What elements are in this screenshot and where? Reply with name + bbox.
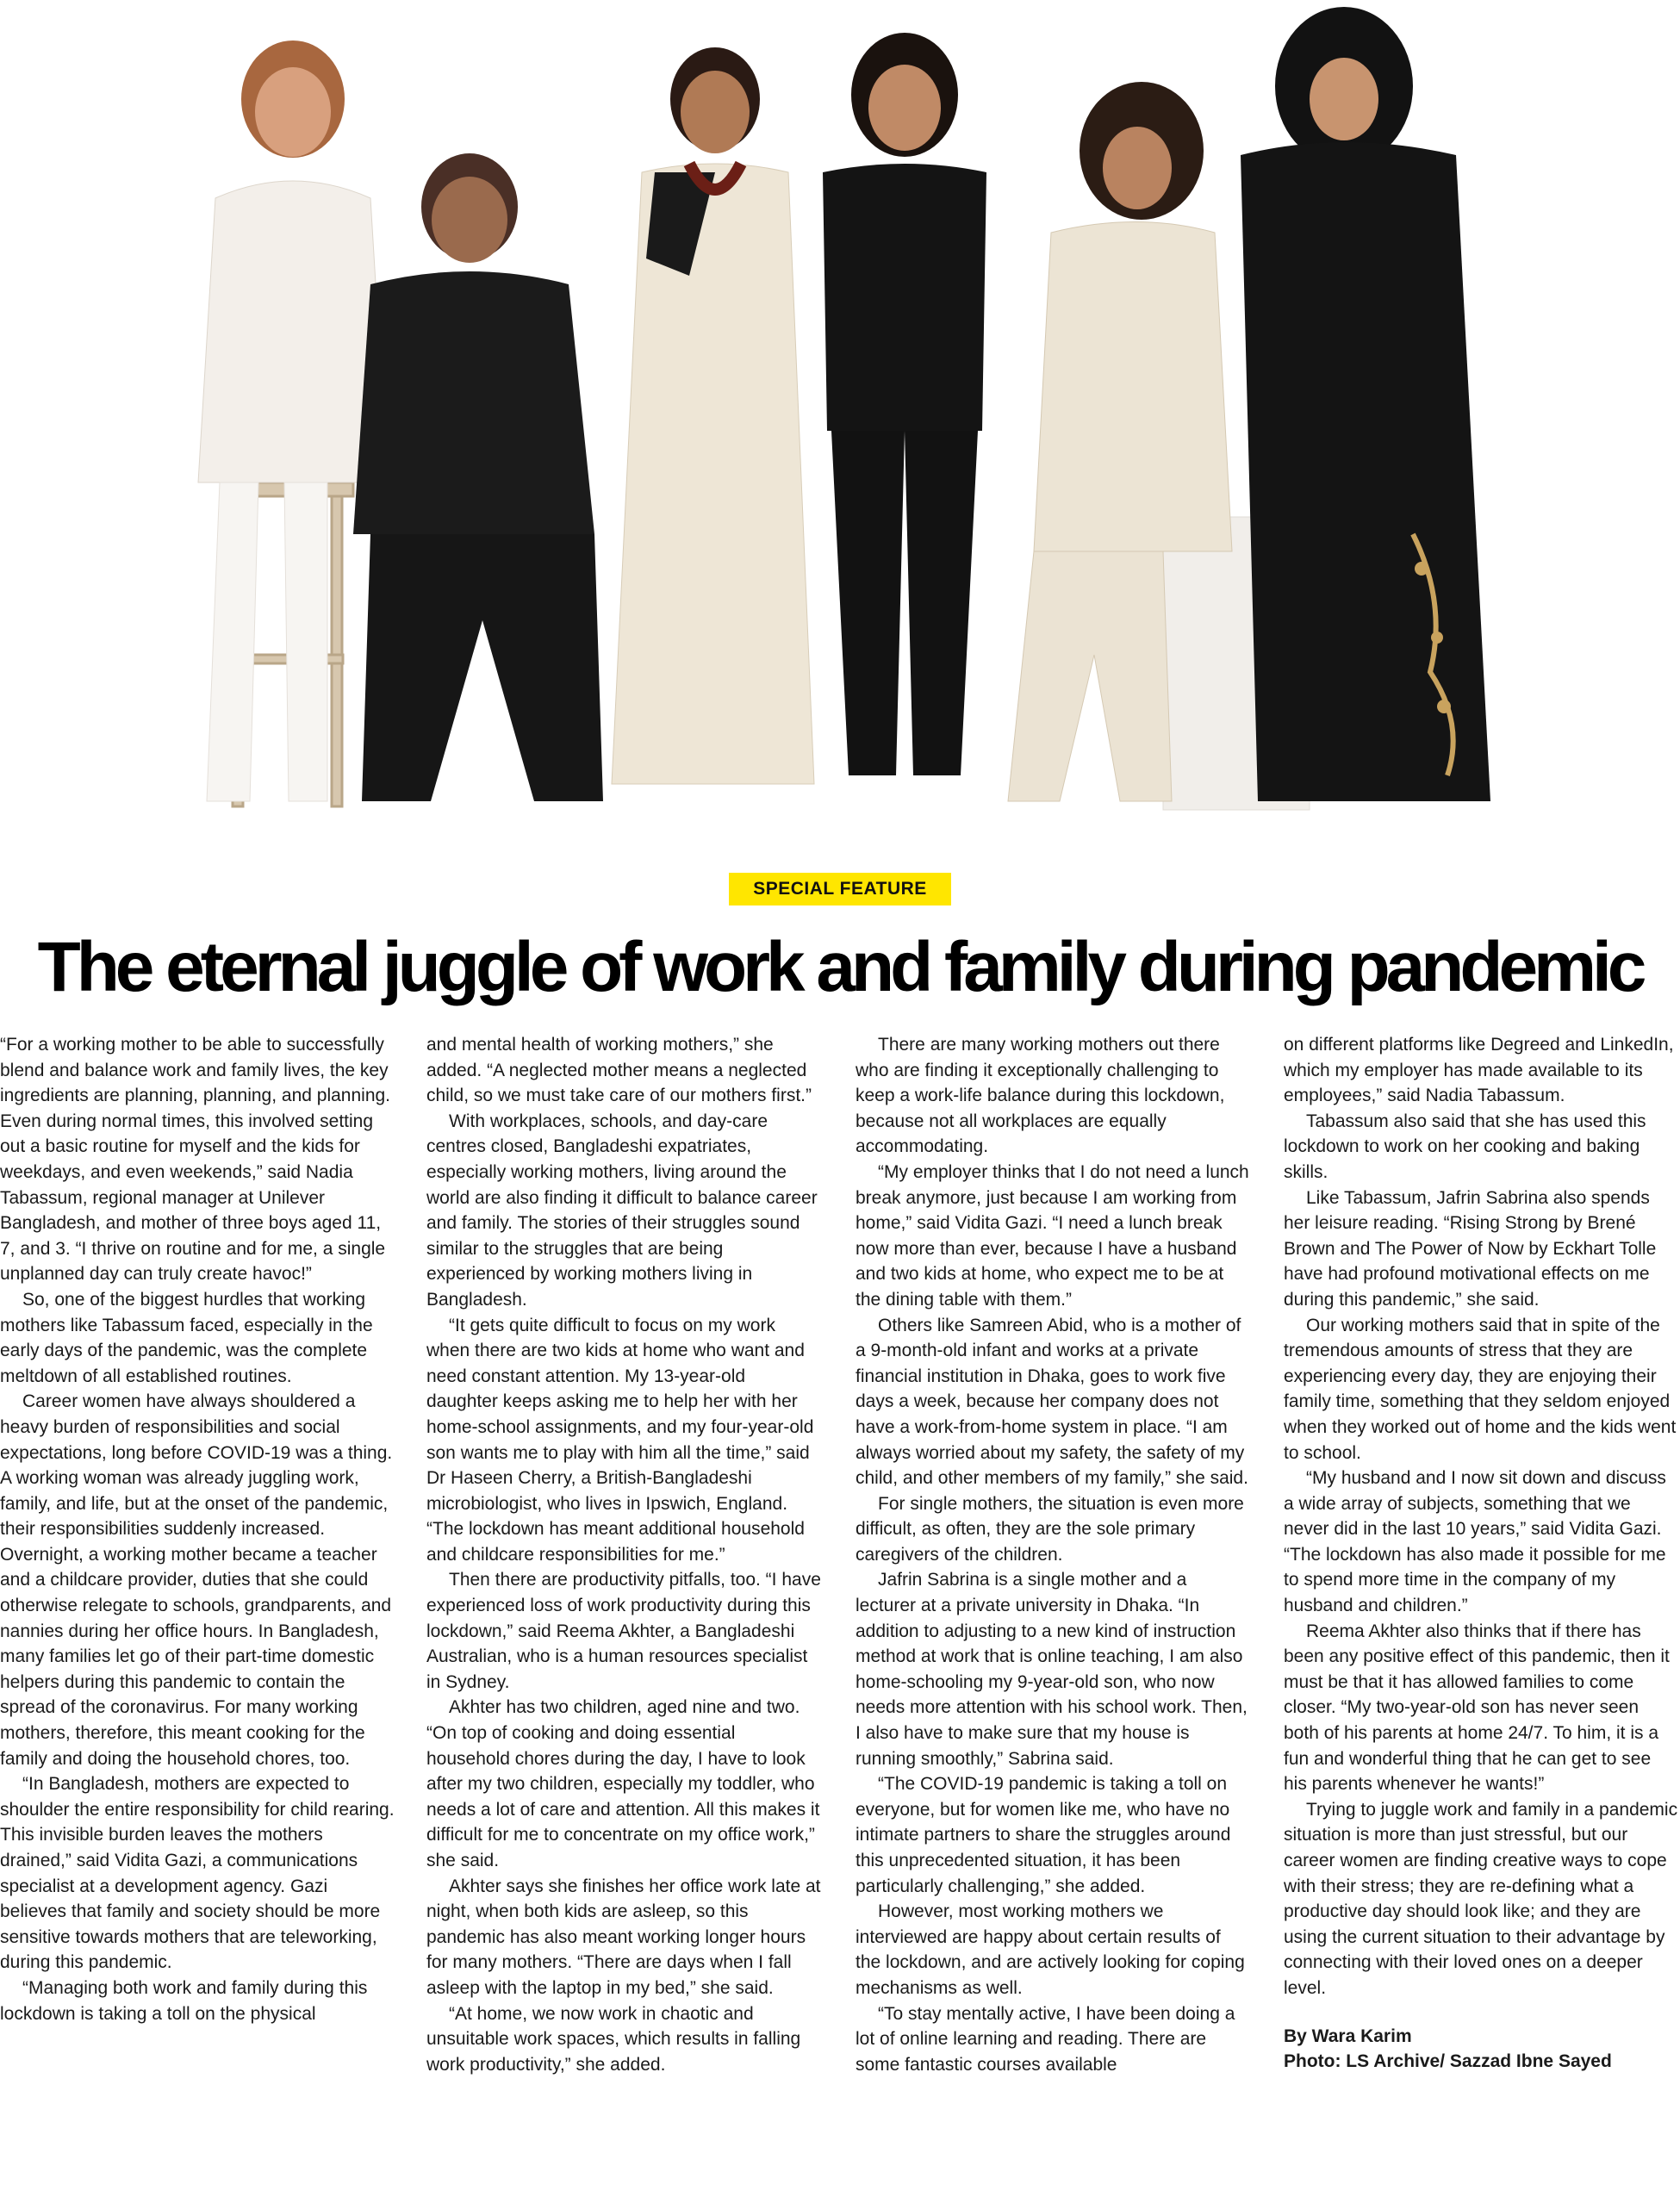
paragraph: “For a working mother to be able to successfully blend and balance work and family lives, the key ingredients are planning, planning, and planning. Even during normal times, this involved setting out a basic routine for myself and the kids for weekdays, and even weekends,” said Nadia Tabassum, regional manager at Unilever Bangladesh, and mother of three boys aged 11, 7, and 3. “I thrive on routine and for me, a single unplanned day can truly create havoc!”: [0, 1035, 391, 1285]
paragraph: Like Tabassum, Jafrin Sabrina also spends her leisure reading. “Rising Strong by Brené Brown and The Power of Now by Eckhart Tolle have had profound motivational effects on me during this pandemic,” she said.: [1284, 1187, 1657, 1310]
paragraph: Then there are productivity pitfalls, too. “I have experienced loss of work productivity during this lockdown,” said Reema Akhter, a Bangladeshi Australian, who is a human resources specialist in Sydney.: [426, 1570, 821, 1692]
paragraph: Akhter says she finishes her office work late at night, when both kids are asleep, so this pandemic has also meant working longer hours for many mothers. “There are days when I fall asleep with the laptop in my bed,” she said.: [426, 1876, 821, 1998]
section-kicker: SPECIAL FEATURE: [729, 873, 951, 905]
photo-credit: Photo: LS Archive/ Sazzad Ibne Sayed: [1284, 2051, 1612, 2071]
paragraph: Others like Samreen Abid, who is a mother of a 9-month-old infant and works at a private financial institution in Dhaka, goes to work five days a week, because her company does not have a work-from-home system in place. “I am always worried about my safety, the safety of my child, and other members of my family,” she said.: [856, 1315, 1248, 1489]
paragraph: For single mothers, the situation is even more difficult, as often, they are the sole primary caregivers of the children.: [856, 1493, 1244, 1565]
group-photo: [0, 0, 1680, 853]
paragraph: “My employer thinks that I do not need a lunch break anymore, just because I am working from home,” said Vidita Gazi. “I need a lunch break now more than ever, because I have a husband and two kids at home, who expect me to be at the dining table with them.”: [856, 1161, 1249, 1310]
article-column-1: [0, 1032, 395, 2026]
group-photo-illustration: [0, 0, 1680, 853]
paragraph: “It gets quite difficult to focus on my work when there are two kids at home who want and need constant attention. My 13-year-old daughter keeps asking me to help her with her home-school assignments, and my four-year-old son wants me to play with him all the time,” said Dr Haseen Cherry, a British-Bangladeshi microbiologist, who lives in Ipswich, England. “The lockdown has meant additional household and childcare responsibilities for me.”: [426, 1315, 814, 1565]
paragraph: Trying to juggle work and family in a pandemic situation is more than just stressful, but our career women are finding creative ways to cope with their stress; they are re-defining what a productive day should look like; and they are using the current situation to their advantage by connecting with their loved ones on a deeper level.: [1284, 1799, 1678, 1998]
paragraph: Career women have always shouldered a heavy burden of responsibilities and social expectations, long before COVID-19 was a thing. A working woman was already juggling work, family, and life, but at the onset of the pandemic, their responsibilities suddenly increased. Overnight, a working mother became a teacher and a childcare provider, duties that she could otherwise relegate to schools, grandparents, and nannies during her office hours. In Bangladesh, many families let go of their part-time domestic helpers during this pandemic to contain the spread of the coronavirus. For many working mothers, therefore, this meant cooking for the family and doing the household chores, too.: [0, 1391, 393, 1769]
paragraph: Reema Akhter also thinks that if there has been any positive effect of this pandemic, then it must be that it has allowed families to come closer. “My two-year-old son has never seen both of his parents at home 24/7. To him, it is a fun and wonderful thing that he can get to see his parents whenever he wants!”: [1284, 1621, 1670, 1795]
paragraph: There are many working mothers out there who are finding it exceptionally challenging to keep a work-life balance during this lockdown, because not all workplaces are equally accommodating.: [856, 1035, 1225, 1157]
paragraph: Akhter has two children, aged nine and two. “On top of cooking and doing essential household chores during the day, I have to look after my two children, especially my toddler, who needs a lot of care and attention. All this makes it difficult for me to concentrate on my office work,” she said.: [426, 1697, 820, 1870]
paragraph: “The COVID-19 pandemic is taking a toll on everyone, but for women like me, who have no intimate partners to share the struggles around this unprecedented situation, it has been particularly challenging,” she added.: [856, 1774, 1231, 1896]
paragraph: Our working mothers said that in spite of the tremendous amounts of stress that they are experiencing every day, they are enjoying their family time, something that they seldom enjoyed when they worked out of home and the kids went to school.: [1284, 1315, 1677, 1463]
byline: By Wara Karim: [1284, 2026, 1412, 2046]
headline: The eternal juggle of work and family during pandemic: [37, 928, 1643, 1006]
article-column-4: [1284, 1032, 1678, 2074]
paragraph: “To stay mentally active, I have been doing a lot of online learning and reading. There are some fantastic courses available: [856, 2003, 1235, 2075]
paragraph: “In Bangladesh, mothers are expected to shoulder the entire responsibility for child rearing. This invisible burden leaves the mothers drained,” said Vidita Gazi, a communications specialist at a development agency. Gazi believes that family and society should be more sensitive towards mothers that are teleworking, during this pandemic.: [0, 1774, 395, 1973]
paragraph: “Managing both work and family during this lockdown is taking a toll on the physical: [0, 1977, 368, 2024]
paragraph: Jafrin Sabrina is a single mother and a lecturer at a private university in Dhaka. “In addition to adjusting to a new kind of instruction method at work that is online teaching, I am also home-schooling my 9-year-old son, who now needs more attention with his school work. Then, I also have to make sure that my house is running smoothly,” Sabrina said.: [856, 1570, 1248, 1769]
paragraph: With workplaces, schools, and day-care centres closed, Bangladeshi expatriates, especially working mothers, living around the world are also finding it difficult to balance career and family. The stories of their struggles sound similar to the struggles that are being experienced by working mothers living in Bangladesh.: [426, 1111, 818, 1310]
article-column-2: [426, 1032, 821, 2077]
paragraph: However, most working mothers we interviewed are happy about certain results of the lockdown, and are actively looking for coping mechanisms as well.: [856, 1901, 1245, 1998]
paragraph: Tabassum also said that she has used this lockdown to work on her cooking and baking skills.: [1284, 1111, 1646, 1182]
byline-block: [1284, 2024, 1678, 2074]
paragraph: and mental health of working mothers,” she added. “A neglected mother means a neglected child, so we must take care of our mothers first.”: [426, 1035, 812, 1106]
paragraph: “At home, we now work in chaotic and unsuitable work spaces, which results in falling work productivity,” she added.: [426, 2003, 801, 2075]
article-column-3: [856, 1032, 1250, 2077]
paragraph: on different platforms like Degreed and LinkedIn, which my employer has made available to its employees,” said Nadia Tabassum.: [1284, 1035, 1674, 1106]
paragraph: So, one of the biggest hurdles that working mothers like Tabassum faced, especially in the early days of the pandemic, was the complete meltdown of all established routines.: [0, 1289, 373, 1386]
paragraph: “My husband and I now sit down and discuss a wide array of subjects, something that we never did in the last 10 years,” said Vidita Gazi. “The lockdown has also made it possible for me to spend more time in the company of my husband and children.”: [1284, 1468, 1666, 1616]
